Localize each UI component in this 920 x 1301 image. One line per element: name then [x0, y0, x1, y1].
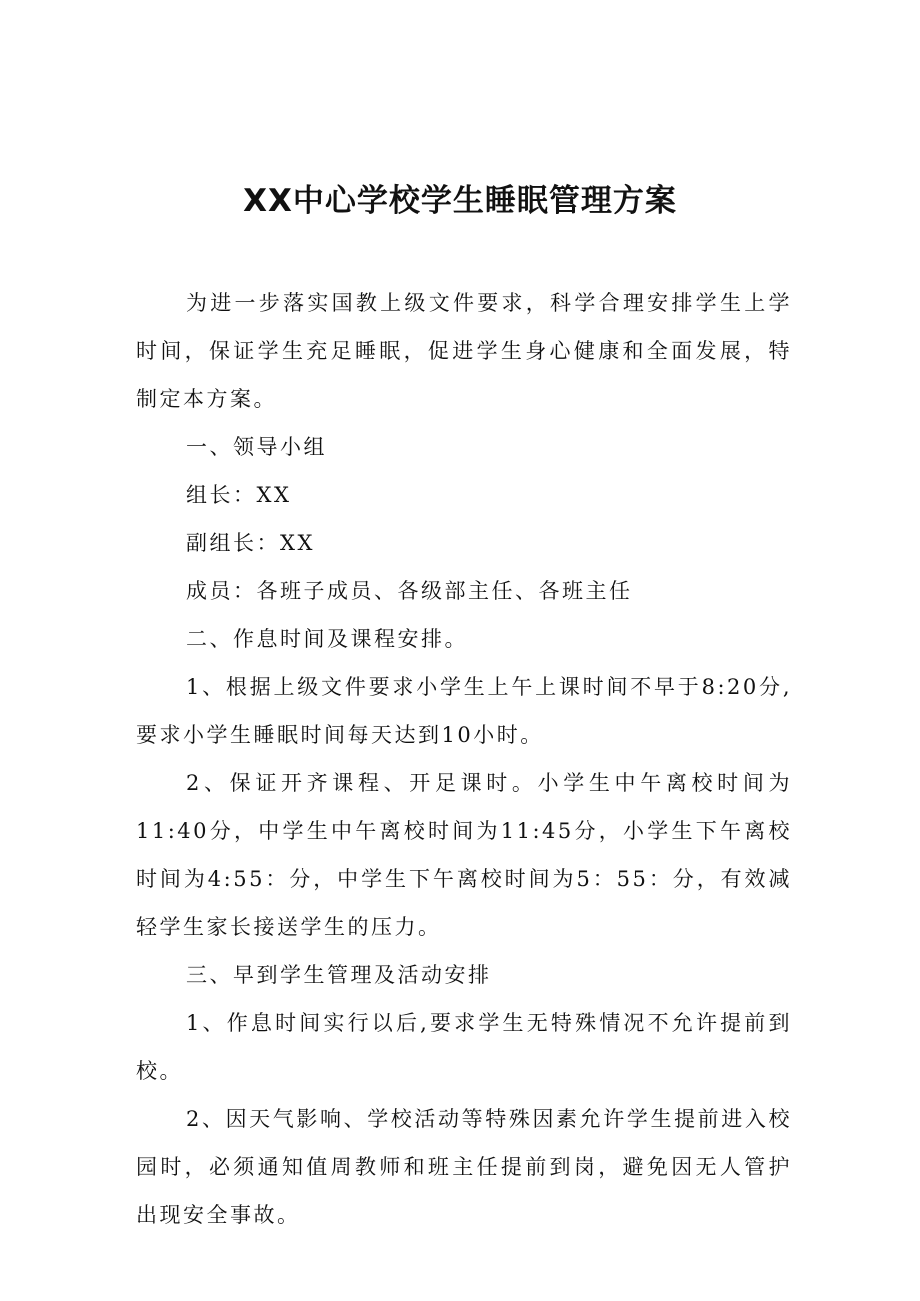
- section-heading-early-arrival: 三、早到学生管理及活动安排: [186, 963, 492, 987]
- schedule-item-1: 1、根据上级文件要求小学生上午上课时间不早于8:20分,要求小学生睡眠时间每天达到10小时。: [136, 675, 792, 747]
- section-heading-schedule: 二、作息时间及课程安排。: [186, 627, 468, 651]
- members-line: 成员：各班子成员、各级部主任、各班主任: [186, 579, 633, 603]
- deputy-leader-line: 副组长：XX: [186, 531, 315, 555]
- document-body: [136, 279, 792, 1239]
- early-arrival-item-1: 1、作息时间实行以后,要求学生无特殊情况不允许提前到校。: [136, 1011, 792, 1083]
- early-arrival-item-2: 2、因天气影响、学校活动等特殊因素允许学生提前进入校园时，必须通知值周教师和班主任提前到岗，避免因无人管护出现安全事故。: [136, 1107, 792, 1227]
- schedule-item-2: 2、保证开齐课程、开足课时。小学生中午离校时间为11:40分，中学生中午离校时间为11:45分，小学生下午离校时间为4:55：分，中学生下午离校时间为5：55：分，有效减轻学生家长接送学生的压力。: [136, 771, 792, 939]
- section-heading-leadership: 一、领导小组: [186, 435, 327, 459]
- intro-paragraph: 为进一步落实国教上级文件要求，科学合理安排学生上学时间，保证学生充足睡眠，促进学生身心健康和全面发展，特制定本方案。: [136, 291, 792, 411]
- document-title: XX中心学校学生睡眠管理方案: [243, 183, 677, 219]
- leader-line: 组长：XX: [186, 483, 292, 507]
